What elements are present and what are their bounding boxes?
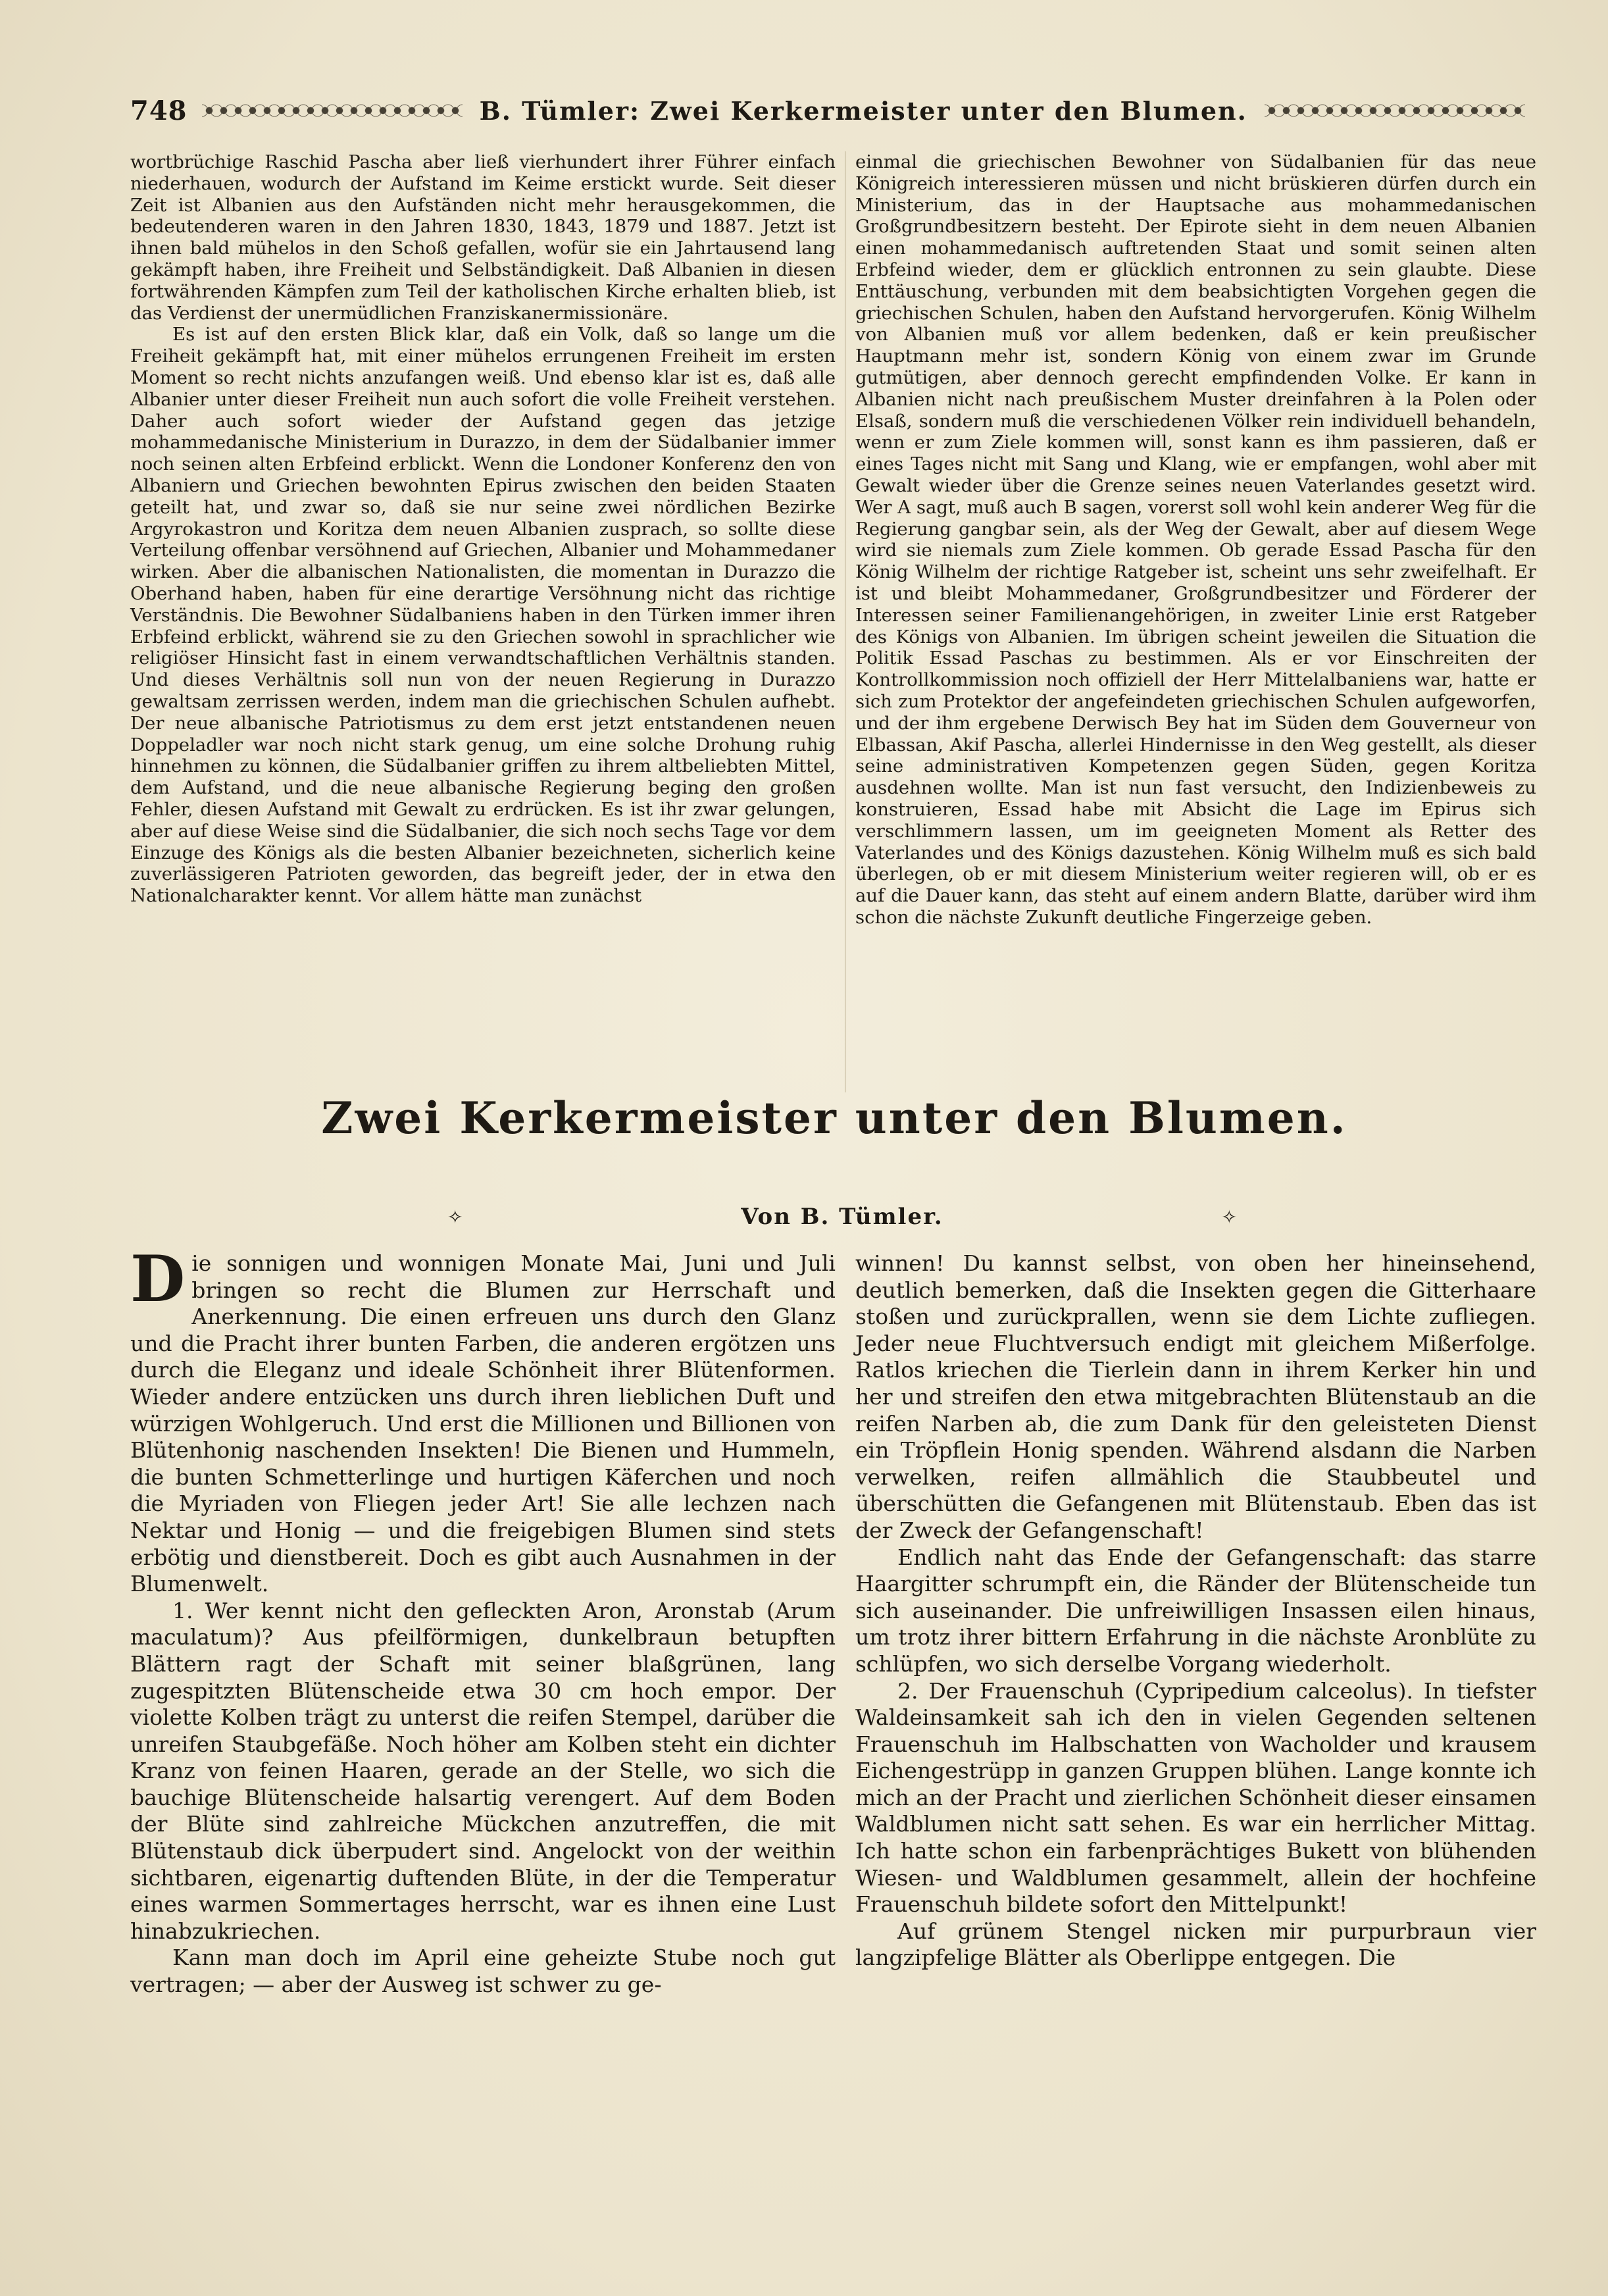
previous-article-left-column: [130, 151, 836, 907]
paragraph-text: ie sonnigen und wonnigen Monate Mai, Juni und Juli bringen so recht die Blumen zur Herrschaft und Anerkennung. Die einen erfreuen uns durch den Glanz und die Pracht ihrer bunten Farben, die anderen ergötzen uns durch die Eleganz und ideale Schönheit ihrer Blütenformen. Wieder andere entzücken uns durch ihren lieblichen Duft und würzigen Wohlgeruch. Und erst die Millionen und Billionen von Blütenhonig naschenden Insekten! Die Bienen und Hummeln, die bunten Schmetterlinge und hurtigen Käferchen und noch die Myriaden von Fliegen jeder Art! Sie alle lechzen nach Nektar und Honig — und die freigebigen Blumen sind stets erbötig und dienstbereit. Doch es gibt auch Ausnahmen in der Blumenwelt.: [130, 1250, 836, 1597]
diamond-ornament-icon: ✧: [447, 1206, 463, 1228]
paragraph: Endlich naht das Ende der Gefangenschaft: das starre Haargitter schrumpft ein, die Ränder der Blütenscheide tun sich auseinander. Die unfreiwilligen Insassen eilen hinaus, um trotz ihrer bittern Erfahrung in die nächste Aronblüte zu schlüpfen, wo sich derselbe Vorgang wiederholt.: [855, 1544, 1536, 1677]
byline: Von B. Tümler.: [741, 1204, 943, 1230]
paragraph: 2. Der Frauenschuh (Cypripedium calceolus). In tiefster Waldeinsamkeit sah ich den in vielen Gegenden seltenen Frauenschuh im Halbschatten von Wacholder und krausem Eichengestrüpp in ganzen Gruppen blühen. Lange konnte ich mich an der Pracht und zierlichen Schönheit dieser einsamen Waldblumen nicht satt sehen. Es war ein herrlicher Mittag. Ich hatte schon ein farbenprächtiges Bukett von blühenden Wiesen- und Waldblumen gesammelt, allein der hochfeine Frauenschuh bildete sofort den Mittelpunkt!: [855, 1677, 1536, 1918]
paragraph: Es ist auf den ersten Blick klar, daß ein Volk, daß so lange um die Freiheit gekämpft hat, mit einer mühelos errungenen Freiheit im ersten Moment so recht nichts anzufangen weiß. Und ebenso klar ist es, daß alle Albanier unter dieser Freiheit nun auch sofort die volle Freiheit verstehen. Daher auch sofort wieder der Aufstand gegen das jetzige mohammedanische Ministerium in Durazzo, in dem der Südalbanier immer noch seinen alten Erbfeind erblickt. Wenn die Londoner Konferenz den von Albaniern und Griechen bewohnten Epirus zwischen den beiden Staaten geteilt hat, und zwar so, daß sie nur seine zwei nördlichen Bezirke Argyrokastron und Koritza dem neuen Albanien zusprach, so sollte diese Verteilung offenbar versöhnend auf Griechen, Albanier und Mohammedaner wirken. Aber die albanischen Nationalisten, die momentan in Durazzo die Oberhand haben, haben für eine derartige Versöhnung nicht das richtige Verständnis. Die Bewohner Südalbaniens haben in den Türken immer ihren Erbfeind erblickt, während sie zu den Griechen sowohl in sprachlicher wie religiöser Hinsicht fast in einem verwandtschaftlichen Verhältnis standen. Und dieses Verhältnis soll nun von der neuen Regierung in Durazzo gewaltsam zerrissen werden, indem man die griechischen Schulen aufhebt. Der neue albanische Patriotismus zu dem erst jetzt entstandenen neuen Doppeladler war noch nicht stark genug, um eine solche Drohung ruhig hinnehmen zu können, die Südalbanier griffen zu ihrem altbeliebten Mittel, dem Aufstand, und die neue albanische Regierung beging den großen Fehler, diesen Aufstand mit Gewalt zu erdrücken. Es ist ihr zwar gelungen, aber auf diese Weise sind die Südalbanier, die sich noch sechs Tage vor dem Einzuge des Königs als die besten Albanier bezeichneten, sicherlich keine zuverlässigeren Patrioten geworden, das begreift jeder, der in etwa den Nationalcharakter kennt. Vor allem hätte man zunächst: [130, 324, 836, 907]
ornament-rule-left: [202, 104, 463, 117]
paragraph: winnen! Du kannst selbst, von oben her hineinsehend, deutlich bemerken, daß die Insekten gegen die Gitterhaare stoßen und zurückprallen, wenn sie dem Lichte zufliegen. Jeder neue Fluchtversuch endigt mit gleichem Mißerfolge. Ratlos kriechen die Tierlein dann in ihrem Kerker hin und her und streifen den etwa mitgebrachten Blütenstaub an die reifen Narben ab, die zum Dank für den geleisteten Dienst ein Tröpflein Honig spenden. Während alsdann die Narben verwelken, reifen allmählich die Staubbeutel und überschütten die Gefangenen mit Blütenstaub. Eben das ist der Zweck der Gefangenschaft!: [855, 1250, 1536, 1543]
ornament-rule-right: [1265, 104, 1525, 117]
running-head: [130, 91, 1525, 130]
byline-row: [447, 1201, 1237, 1233]
paragraph: Auf grünem Stengel nicken mir purpurbraun vier langzipfelige Blätter als Oberlippe entgegen. Die: [855, 1918, 1536, 1971]
paragraph: wortbrüchige Raschid Pascha aber ließ vierhundert ihrer Führer einfach niederhauen, wodurch der Aufstand im Keime erstickt wurde. Seit dieser Zeit ist Albanien aus den Aufständen nicht mehr herausgekommen, die bedeutenderen waren in den Jahren 1830, 1843, 1879 und 1887. Jetzt ist ihnen bald mühelos in den Schoß gefallen, wofür sie ein Jahrtausend lang gekämpft haben, ihre Freiheit und Selbständigkeit. Daß Albanien in diesen fortwährenden Kämpfen zum Teil der katholischen Kirche erhalten blieb, ist das Verdienst der unermüdlichen Franziskanermissionäre.: [130, 151, 836, 324]
paragraph: 1. Wer kennt nicht den gefleckten Aron, Aronstab (Arum maculatum)? Aus pfeilförmigen, dunkelbraun betupften Blättern ragt der Schaft mit seiner blaßgrünen, lang zugespitzten Blütenscheide etwa 30 cm hoch empor. Der violette Kolben trägt zu unterst die reifen Stempel, darüber die unreifen Staubgefäße. Noch höher am Kolben steht ein dichter Kranz von feinen Haaren, gerade an der Stelle, wo sich die bauchige Blütenscheide halsartig verengert. Auf dem Boden der Blüte sind zahlreiche Mückchen anzutreffen, die mit Blütenstaub dick überpudert sind. Angelockt von der weithin sichtbaren, eigenartig duftenden Blüte, in der die Temperatur eines warmen Sommertages herrscht, war es ihnen eine Lust hinabzukriechen.: [130, 1597, 836, 1944]
drop-cap: D: [130, 1242, 186, 1316]
article-right-column: [855, 1250, 1536, 1972]
previous-article-right-column: [855, 151, 1536, 929]
paragraph: [130, 1242, 836, 1598]
article-title: Zwei Kerkermeister unter den Blumen.: [321, 1092, 1347, 1144]
paragraph: einmal die griechischen Bewohner von Südalbanien für das neue Königreich interessieren müssen und nicht brüskieren dürfen durch ein Ministerium, das in der Hauptsache aus mohammedanischen Großgrundbesitzern besteht. Der Epirote sieht in dem neuen Albanien einen mohammedanisch auftretenden Staat und somit seinen alten Erbfeind wieder, dem er glücklich entronnen zu sein glaubte. Diese Enttäuschung, verbunden mit dem beabsichtigten Vorgehen gegen die griechischen Schulen, haben den Aufstand hervorgerufen. König Wilhelm von Albanien muß vor allem bedenken, daß er kein preußischer Hauptmann mehr ist, sondern König von einem zwar im Grunde gutmütigen, aber dennoch gerecht empfindenden Volke. Er kann in Albanien nicht nach preußischem Muster dreinfahren à la Polen oder Elsaß, sondern muß die verschiedenen Völker rein individuell behandeln, wenn er zum Ziele kommen will, sonst kann es ihm passieren, daß er eines Tages nicht mit Sang und Klang, wie er empfangen, wohl aber mit Gewalt wieder über die Grenze seines neuen Vaterlandes gesetzt wird. Wer A sagt, muß auch B sagen, vorerst soll wohl kein anderer Weg für die Regierung gangbar sein, als der Weg der Gewalt, aber auf diesem Wege wird sie niemals zum Ziele kommen. Ob gerade Essad Pascha für den König Wilhelm der richtige Ratgeber ist, scheint uns sehr zweifelhaft. Er ist und bleibt Mohammedaner, Großgrundbesitzer und Förderer der Interessen seiner Familienangehörigen, in zweiter Linie erst Ratgeber des Königs von Albanien. Im übrigen scheint jeweilen die Situation die Politik Essad Paschas zu bestimmen. Als er vor Einschreiten der Kontrollkommission noch offiziell der Herr Mittelalbaniens war, hatte er sich zum Protektor der angefeindeten griechischen Schulen aufgeworfen, und der ihm ergebene Derwisch Bey hat im Süden dem Gouverneur von Elbassan, Akif Pascha, allerlei Hindernisse in den Weg gestellt, als dieser seine administrativen Kompetenzen gegen Süden, gegen Koritza ausdehnen wollte. Man ist nun fast versucht, den Indizienbeweis zu konstruieren, Essad habe mit Absicht die Lage im Epirus sich verschlimmern lassen, um im geeigneten Moment als Retter des Vaterlandes und des Königs dazustehen. König Wilhelm muß es sich bald überlegen, ob er mit diesem Ministerium weiter regieren will, ob er es auf die Dauer kann, das steht auf einem andern Blatte, darüber wird ihm schon die nächste Zukunft deutliche Fingerzeige geben.: [855, 151, 1536, 928]
page-number: 748: [130, 95, 188, 126]
running-title: B. Tümler: Zwei Kerkermeister unter den Blumen.: [479, 95, 1247, 126]
paragraph: Kann man doch im April eine geheizte Stube noch gut vertragen; — aber der Ausweg ist schwer zu ge-: [130, 1945, 836, 1998]
diamond-ornament-icon: ✧: [1221, 1206, 1237, 1228]
article-left-column: [130, 1242, 836, 1999]
